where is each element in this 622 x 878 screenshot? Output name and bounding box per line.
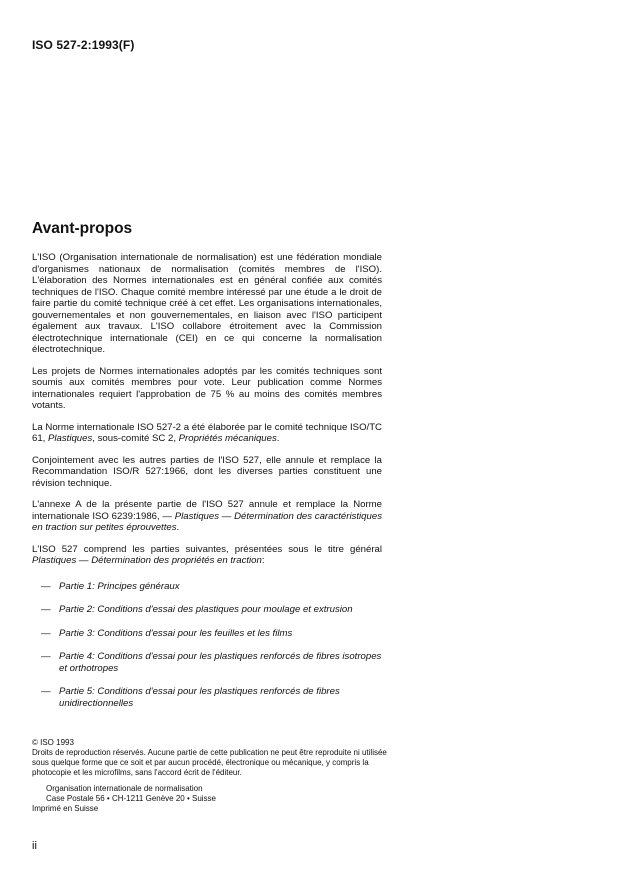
committee-text: La Norme internationale ISO 527-2 a été élaborée par le comité technique ISO/TC 61, bbox=[32, 421, 382, 444]
part-title: Conditions d'essai pour les plastiques renforcés de fibres isotropes et orthotropes bbox=[59, 651, 382, 674]
paragraph-annex bbox=[32, 499, 382, 534]
foreword-body bbox=[32, 252, 382, 721]
committee-end: . bbox=[276, 433, 280, 444]
parts-general-title: Plastiques — Détermination des propriétés en traction bbox=[32, 555, 262, 566]
annex-title: Plastiques — Détermination des caractéristiques en traction sur petites éprouvettes bbox=[32, 510, 382, 533]
parts-intro-end: : bbox=[261, 555, 265, 566]
part-title: Conditions d'essai pour les plastiques renforcés de fibres unidirectionnelles bbox=[59, 686, 340, 709]
list-item: — Partie 5: Conditions d'essai pour les plastiques renforcés de fibres unidirectionnelles bbox=[41, 686, 340, 709]
part-prefix: Partie 4: bbox=[59, 651, 95, 662]
part-prefix: Partie 1: bbox=[59, 580, 95, 592]
list-item: — Partie 2: Conditions d'essai des plastiques pour moulage et extrusion bbox=[41, 604, 353, 615]
part-title: Conditions d'essai des plastiques pour moulage et extrusion bbox=[97, 604, 353, 615]
page-title: Avant-propos bbox=[32, 220, 133, 237]
part-title: Principes généraux bbox=[97, 580, 180, 592]
list-item: — Partie 4: Conditions d'essai pour les plastiques renforcés de fibres isotropes et orthotropes bbox=[41, 651, 382, 674]
part-prefix: Partie 3: bbox=[59, 627, 95, 639]
paragraph-replaces: Conjointement avec les autres parties de l'ISO 527, elle annule et remplace la Recommandation ISO/R 527:1966, dont les diverses parties constituent une révision technique. bbox=[32, 454, 382, 489]
part-title: Conditions d'essai pour les feuilles et les films bbox=[97, 627, 293, 639]
organisation-name: Organisation internationale de normalisation bbox=[46, 784, 203, 793]
parts-list bbox=[32, 581, 382, 710]
document-id: ISO 527-2:1993(F) bbox=[32, 38, 135, 52]
committee-plastics: Plastiques bbox=[48, 433, 93, 444]
annex-text: L'annexe A de la présente partie de l'ISO 527 annule et remplace la Norme internationale ISO 6239:1986, — bbox=[32, 499, 382, 522]
paragraph-drafts: Les projets de Normes internationales adoptés par les comités techniques sont soumis aux comités membres pour vote. Leur publication comme Normes internationales requiert l'approbation de 75 % au moins des comités membres votants. bbox=[32, 365, 382, 411]
page-number: ii bbox=[32, 840, 37, 852]
part-prefix: Partie 2: bbox=[59, 604, 95, 615]
paragraph-parts-intro bbox=[32, 544, 382, 567]
parts-intro-text: L'ISO 527 comprend les parties suivantes, présentées sous le titre général bbox=[32, 543, 382, 555]
paragraph-iso-intro: L'ISO (Organisation internationale de normalisation) est une fédération mondiale d'organismes nationaux de normalisation (comités membres de l'ISO). L'élaboration des Normes internationales est en général confiée aux comités techniques de l'ISO. Chaque comité membre intéressé par une étude a le droit de faire partie du comité technique créé à cet effet. Les organisations internationales, gouvernementales et non gouvernementales, en liaison avec l'ISO participent également aux travaux. L'ISO collabore étroitement avec la Commission électrotechnique internationale (CEI) en ce qui concerne la normalisation électrotechnique. bbox=[32, 252, 382, 355]
copyright-block bbox=[32, 738, 392, 814]
paragraph-committee bbox=[32, 422, 382, 445]
committee-text-2: , sous-comité SC 2, bbox=[92, 433, 179, 444]
organisation-address: Case Postale 56 • CH-1211 Genève 20 • Suisse bbox=[46, 794, 216, 803]
printed-in: Imprimé en Suisse bbox=[32, 804, 99, 813]
copyright-line: © ISO 1993 bbox=[32, 738, 74, 747]
list-item: — Partie 3: Conditions d'essai pour les feuilles et les films bbox=[41, 627, 293, 639]
annex-end: . bbox=[176, 522, 180, 533]
rights-reserved: Droits de reproduction réservés. Aucune partie de cette publication ne peut être reproduite ni utilisée sous quelque forme que ce soit et par aucun procédé, électronique ou mécanique, y compris la photocopie et les microfilms, sans l'accord écrit de l'éditeur. bbox=[32, 748, 387, 777]
list-item: — Partie 1: Principes généraux bbox=[41, 580, 180, 592]
committee-subcommittee: Propriétés mécaniques bbox=[178, 433, 277, 444]
part-prefix: Partie 5: bbox=[59, 686, 95, 697]
